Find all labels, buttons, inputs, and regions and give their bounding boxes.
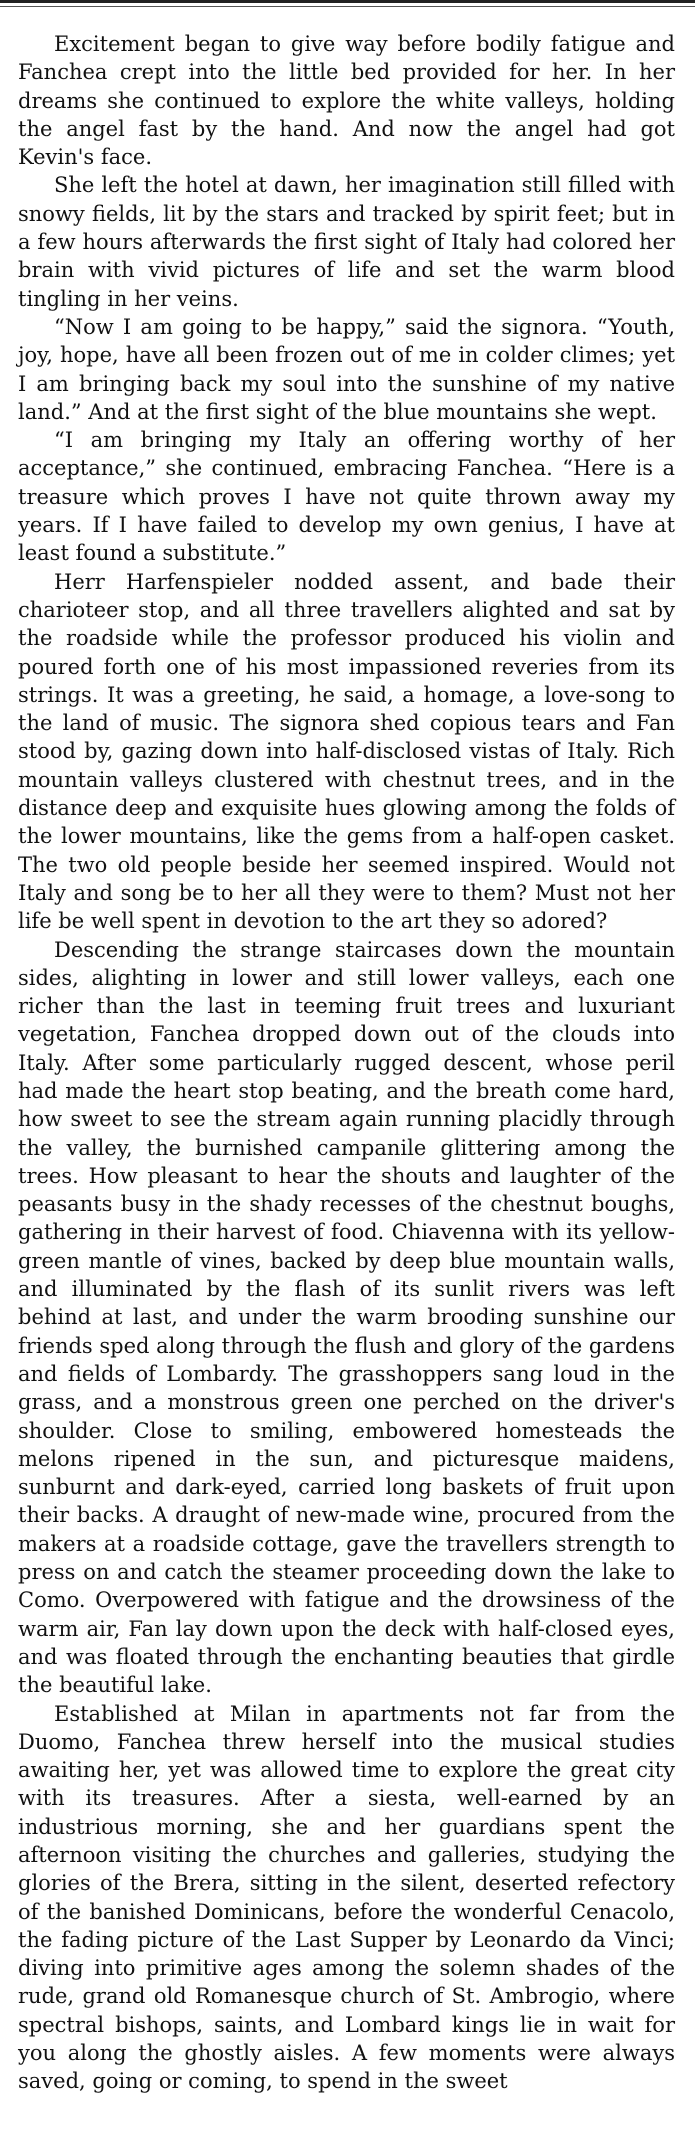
article-column (18, 30, 675, 2096)
paragraph-1: Excitement began to give way before bodily fatigue and Fanchea crept into the little bed provided for her. In her dreams she continued to explore the white valleys, holding the angel fast by the hand. And now the angel had got Kevin's face. (18, 32, 675, 170)
paragraph-5: Herr Harfenspieler nodded assent, and bade their charioteer stop, and all three travellers alighted and sat by the roadside while the professor produced his violin and poured forth one of his most impassioned reveries from its strings. It was a greeting, he said, a homage, a love-song to the land of music. The signora shed copious tears and Fan stood by, gazing down into half-disclosed vistas of Italy. Rich mountain valleys clustered with chestnut trees, and in the distance deep and exquisite hues glowing among the folds of the lower mountains, like the gems from a half-open casket. The two old people beside her seemed inspired. Would not Italy and song be to her all they were to them? Must not her life be well spent in devotion to the art they so adored? (18, 569, 675, 934)
paragraph-7: Established at Milan in apartments not far from the Duomo, Fanchea threw herself into the musical studies awaiting her, yet was allowed time to explore the great city with its treasures. After a siesta, well-earned by an industrious morning, she and her guardians spent the afternoon visiting the churches and galleries, studying the glories of the Brera, sitting in the silent, deserted refectory of the banished Dominicans, before the wonderful Cenacolo, the fading picture of the Last Supper by Leonardo da Vinci; diving into primitive ages among the solemn shades of the rude, grand old Romanesque church of St. Ambrogio, where spectral bishops, saints, and Lombard kings lie in wait for you along the ghostly aisles. A few moments were always saved, going or coming, to spend in the sweet (18, 1701, 675, 2094)
paragraph-4: “I am bringing my Italy an offering worthy of her acceptance,” she continued, embracing Fanchea. “Here is a treasure which proves I have not quite thrown away my years. If I have failed to develop my own genius, I have at least found a substitute.” (18, 428, 675, 566)
top-rule (0, 0, 695, 3)
paragraph-2: She left the hotel at dawn, her imagination still filled with snowy fields, lit by the stars and tracked by spirit feet; but in a few hours afterwards the first sight of Italy had colored her brain with vivid pictures of life and set the warm blood tingling in her veins. (18, 173, 675, 311)
top-rule-thin (0, 6, 695, 7)
paragraph-6: Descending the strange staircases down the mountain sides, alighting in lower and still lower valleys, each one richer than the last in teeming fruit trees and luxuriant vegetation, Fanchea dropped down out of the clouds into Italy. After some particularly rugged descent, whose peril had made the heart stop beating, and the breath come hard, how sweet to see the stream again running placidly through the valley, the burnished campanile glittering among the trees. How pleasant to hear the shouts and laughter of the peasants busy in the shady recesses of the chestnut boughs, gathering in their harvest of food. Chiavenna with its yellow-green mantle of vines, backed by deep blue mountain walls, and illuminated by the flash of its sunlit rivers was left behind at last, and under the warm brooding sunshine our friends sped along through the flush and glory of the gardens and fields of Lombardy. The grasshoppers sang loud in the grass, and a monstrous green one perched on the driver's shoulder. Close to smiling, embowered homesteads the melons ripened in the sun, and picturesque maidens, sunburnt and dark-eyed, carried long baskets of fruit upon their backs. A draught of new-made wine, procured from the makers at a roadside cottage, gave the travellers strength to press on and catch the steamer proceeding down the lake to Como. Overpowered with fatigue and the drowsiness of the warm air, Fan lay down upon the deck with half-closed eyes, and was floated through the enchanting beauties that girdle the beautiful lake. (18, 937, 675, 1698)
paragraph-3: “Now I am going to be happy,” said the signora. “Youth, joy, hope, have all been frozen out of me in colder climes; yet I am bringing back my soul into the sunshine of my native land.” And at the first sight of the blue mountains she wept. (18, 314, 675, 424)
